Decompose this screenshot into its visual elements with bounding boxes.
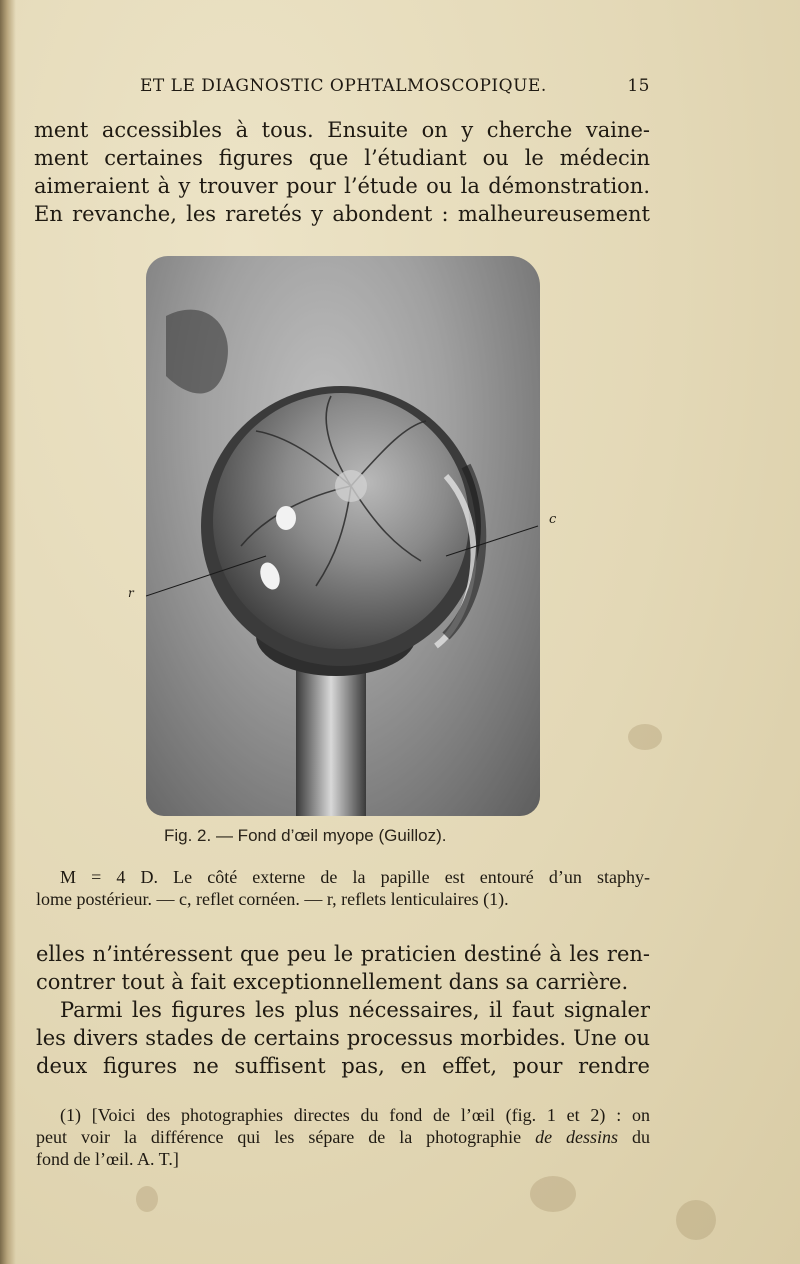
footnote-line — [36, 1126, 650, 1148]
text-line: les divers stades de certains processus morbides. Une ou — [36, 1026, 650, 1050]
text-line: aimeraient à y trouver pour l’étude ou la démonstration. — [34, 174, 650, 198]
text-line: Parmi les figures les plus nécessaires, il faut signaler — [60, 998, 650, 1022]
paragraph-top — [34, 116, 650, 228]
footnote-text: du — [618, 1127, 650, 1147]
fundus-photograph — [146, 256, 540, 816]
fundus-photograph-svg — [146, 256, 540, 816]
footnote-emphasis: de dessins — [535, 1127, 619, 1147]
text-line: elles n’intéressent que peu le praticien destiné à les ren- — [36, 942, 650, 966]
figure-caption: Fig. 2. — Fond d’œil myope (Guilloz). — [164, 826, 447, 845]
footnote-line: fond de l’œil. A. T.] — [36, 1149, 179, 1169]
page-number: 15 — [627, 76, 650, 96]
text-line: ment accessibles à tous. Ensuite on y cherche vaine- — [34, 118, 650, 142]
legend-line: M = 4 D. Le côté externe de la papille est entouré d’un staphy- — [60, 867, 650, 887]
paper-stain — [628, 724, 662, 750]
paper-stain — [530, 1176, 576, 1212]
footnote — [36, 1104, 650, 1170]
book-spine-shadow — [0, 0, 16, 1264]
text-line: contrer tout à fait exceptionnellement dans sa carrière. — [36, 970, 629, 994]
legend-line: lome postérieur. — c, reflet cornéen. — r, reflets lenticulaires (1). — [36, 889, 509, 909]
paragraph-bottom — [36, 940, 650, 1080]
figure-legend — [36, 866, 650, 910]
footnote-text: peut voir la différence qui les sépare de la photographie — [36, 1127, 536, 1147]
label-r: r — [128, 586, 134, 600]
text-line: deux figures ne suffisent pas, en effet, pour rendre — [36, 1054, 650, 1078]
label-c: c — [549, 512, 557, 527]
running-head: ET LE DIAGNOSTIC OPHTALMOSCOPIQUE. — [140, 76, 547, 96]
text-line: En revanche, les raretés y abondent : malheureusement — [34, 202, 650, 226]
paper-stain — [136, 1186, 158, 1212]
footnote-line: (1) [Voici des photographies directes du fond de l’œil (fig. 1 et 2) : on — [60, 1105, 650, 1125]
text-line: ment certaines figures que l’étudiant ou le médecin — [34, 146, 650, 170]
running-header — [140, 76, 660, 96]
paper-stain — [676, 1200, 716, 1240]
